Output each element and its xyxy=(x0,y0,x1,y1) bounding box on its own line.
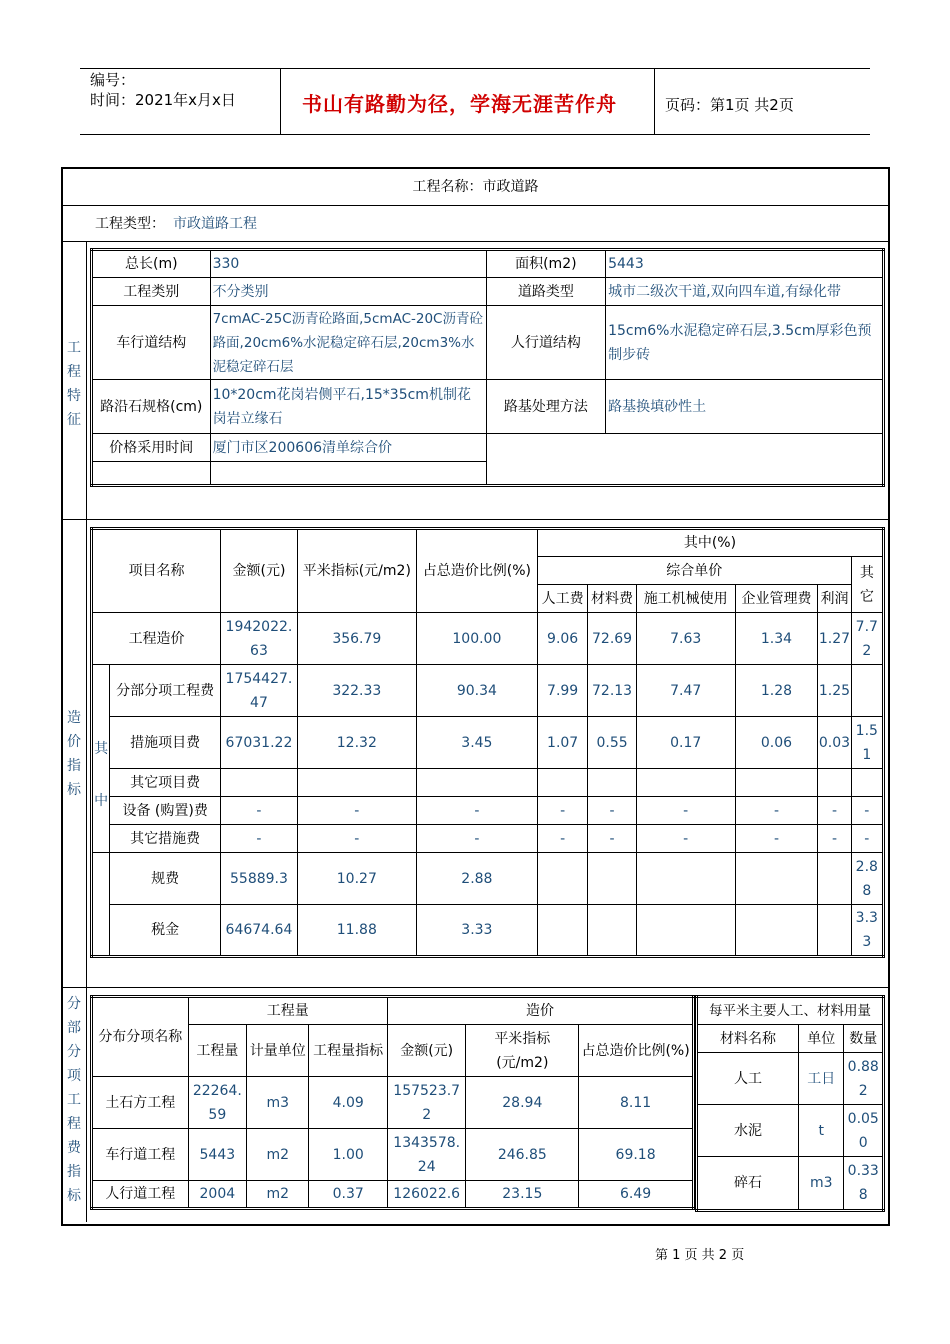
col-management: 企业管理费 xyxy=(735,585,818,613)
col-amount: 金额(元) xyxy=(221,529,298,613)
sub-row xyxy=(92,1181,694,1209)
sub-col-cost-group: 造价 xyxy=(387,997,693,1025)
cost-row xyxy=(92,797,884,825)
sub-ratio: 8.11 xyxy=(579,1077,694,1129)
col-material: 材料费 xyxy=(588,585,636,613)
sub-quantity: 5443 xyxy=(188,1129,246,1181)
cost-row-name: 措施项目费 xyxy=(110,717,221,769)
sub-index-table xyxy=(90,995,695,1210)
cost-amount: - xyxy=(221,797,298,825)
cost-row-name: 其它措施费 xyxy=(110,825,221,853)
sub-row xyxy=(92,1129,694,1181)
cost-labor xyxy=(537,853,587,905)
cost-row xyxy=(92,717,884,769)
cost-material xyxy=(588,905,636,957)
sub-col-per-sqm: 平米指标(元/m2) xyxy=(466,1025,579,1077)
sub-quantity-index: 4.09 xyxy=(309,1077,388,1129)
material-unit: t xyxy=(798,1105,844,1157)
curb-value: 10*20cm花岗岩侧平石,15*35cm机制花岗岩立缘石 xyxy=(210,380,486,434)
sub-quantity: 2004 xyxy=(188,1181,246,1209)
cost-index-table xyxy=(90,527,885,958)
material-row xyxy=(697,1053,884,1105)
cost-amount: 1942022.63 xyxy=(221,613,298,665)
cost-other: 3.33 xyxy=(851,905,883,957)
sub-row xyxy=(92,1077,694,1129)
cost-other xyxy=(851,769,883,797)
cost-management: 1.28 xyxy=(735,665,818,717)
col-profit: 利润 xyxy=(818,585,851,613)
cost-row-name: 其它项目费 xyxy=(110,769,221,797)
features-section-label: 工程特征 xyxy=(67,340,81,428)
material-row xyxy=(697,1157,884,1211)
header-meta xyxy=(90,70,236,110)
cost-ratio: 3.33 xyxy=(416,905,537,957)
cost-material: - xyxy=(588,797,636,825)
cost-machinery: 0.17 xyxy=(636,717,735,769)
cost-amount: 1754427.47 xyxy=(221,665,298,717)
cost-amount: - xyxy=(221,825,298,853)
cost-per-sqm: 12.32 xyxy=(297,717,416,769)
header-page-info: 页码：第1页 共2页 xyxy=(665,96,794,114)
sub-name: 人行道工程 xyxy=(92,1181,189,1209)
cost-row-name: 规费 xyxy=(110,853,221,905)
cost-row xyxy=(92,613,884,665)
sub-per-sqm: 23.15 xyxy=(466,1181,579,1209)
cost-row xyxy=(92,905,884,957)
col-ratio: 占总造价比例(%) xyxy=(416,529,537,613)
col-of-which: 其中(%) xyxy=(537,529,883,557)
project-type-label: 工程类型： xyxy=(95,216,165,232)
cost-profit xyxy=(818,853,851,905)
cost-profit: 0.03 xyxy=(818,717,851,769)
cost-management: 1.34 xyxy=(735,613,818,665)
cost-per-sqm: - xyxy=(297,825,416,853)
sub-unit: m2 xyxy=(247,1181,309,1209)
price-time-label: 价格采用时间 xyxy=(92,434,211,462)
cost-per-sqm: 10.27 xyxy=(297,853,416,905)
curb-label: 路沿石规格(cm) xyxy=(92,380,211,434)
material-name: 水泥 xyxy=(697,1105,799,1157)
sub-col-name: 分布分项名称 xyxy=(92,997,189,1077)
area-label: 面积(m2) xyxy=(486,250,606,278)
header-motto: 书山有路勤为径，学海无涯苦作舟 xyxy=(302,92,617,116)
cost-amount xyxy=(221,769,298,797)
cost-labor: 1.07 xyxy=(537,717,587,769)
material-name: 人工 xyxy=(697,1053,799,1105)
sub-per-sqm: 28.94 xyxy=(466,1077,579,1129)
cost-other xyxy=(851,665,883,717)
cost-labor: - xyxy=(537,797,587,825)
cost-ratio: - xyxy=(416,797,537,825)
cost-labor xyxy=(537,905,587,957)
col-unit-price: 综合单价 xyxy=(537,557,851,585)
sub-unit: m2 xyxy=(247,1129,309,1181)
cost-other: 2.88 xyxy=(851,853,883,905)
footer-page: 第 1 页 共 2 页 xyxy=(655,1248,745,1263)
col-machinery: 施工机械使用 xyxy=(636,585,735,613)
sub-col-ratio: 占总造价比例(%) xyxy=(579,1025,694,1077)
cost-per-sqm: 11.88 xyxy=(297,905,416,957)
cost-ratio xyxy=(416,769,537,797)
cost-row-name: 税金 xyxy=(110,905,221,957)
cost-ratio: 100.00 xyxy=(416,613,537,665)
cost-machinery xyxy=(636,905,735,957)
cost-material: 0.55 xyxy=(588,717,636,769)
sub-amount: 157523.72 xyxy=(387,1077,466,1129)
material-qty: 0.050 xyxy=(844,1105,884,1157)
sub-unit: m3 xyxy=(247,1077,309,1129)
cost-machinery: - xyxy=(636,797,735,825)
cost-amount: 55889.3 xyxy=(221,853,298,905)
of-which-marker xyxy=(92,665,110,853)
subgrade-label: 路基处理方法 xyxy=(486,380,606,434)
material-unit: 工日 xyxy=(798,1053,844,1105)
cost-machinery: 7.47 xyxy=(636,665,735,717)
material-name: 碎石 xyxy=(697,1157,799,1211)
cost-labor xyxy=(537,769,587,797)
sub-name: 车行道工程 xyxy=(92,1129,189,1181)
materials-group-header: 每平米主要人工、材料用量 xyxy=(697,997,884,1025)
sub-section-label: 分部分项工程费指标 xyxy=(67,996,81,1204)
cost-material: 72.13 xyxy=(588,665,636,717)
sub-ratio: 6.49 xyxy=(579,1181,694,1209)
road-type-value: 城市二级次干道,双向四车道,有绿化带 xyxy=(606,278,884,306)
cost-labor: 7.99 xyxy=(537,665,587,717)
cost-other: 1.51 xyxy=(851,717,883,769)
cost-per-sqm xyxy=(297,769,416,797)
cost-machinery xyxy=(636,769,735,797)
area-value: 5443 xyxy=(606,250,884,278)
cost-profit: - xyxy=(818,825,851,853)
features-table xyxy=(90,248,885,487)
cost-material xyxy=(588,853,636,905)
col-item: 项目名称 xyxy=(92,529,221,613)
cost-machinery: - xyxy=(636,825,735,853)
mat-col-name: 材料名称 xyxy=(697,1025,799,1053)
cost-per-sqm: - xyxy=(297,797,416,825)
lane-structure-value: 7cmAC-25C沥青砼路面,5cmAC-20C沥青砼路面,20cm6%水泥稳定碎石层,20cm3%水泥稳定碎石层 xyxy=(210,306,486,380)
project-type-value: 市政道路工程 xyxy=(173,216,257,232)
cost-amount: 67031.22 xyxy=(221,717,298,769)
cost-profit: 1.25 xyxy=(818,665,851,717)
material-qty: 0.338 xyxy=(844,1157,884,1211)
cost-profit: 1.27 xyxy=(818,613,851,665)
spacer-cell xyxy=(92,853,110,957)
material-unit: m3 xyxy=(798,1157,844,1211)
cost-row xyxy=(92,825,884,853)
number-label: 编号： xyxy=(90,71,136,89)
cost-row xyxy=(92,853,884,905)
total-length-label: 总长(m) xyxy=(92,250,211,278)
cost-profit xyxy=(818,905,851,957)
cost-management xyxy=(735,769,818,797)
project-name: 工程名称：市政道路 xyxy=(412,179,539,195)
sub-per-sqm: 246.85 xyxy=(466,1129,579,1181)
cost-profit: - xyxy=(818,797,851,825)
cost-row-name: 工程造价 xyxy=(92,613,221,665)
cost-material xyxy=(588,769,636,797)
sub-quantity-index: 0.37 xyxy=(309,1181,388,1209)
sub-col-quantity-index: 工程量指标 xyxy=(309,1025,388,1077)
total-length-value: 330 xyxy=(210,250,486,278)
mat-col-unit: 单位 xyxy=(798,1025,844,1053)
cost-labor: - xyxy=(537,825,587,853)
sub-col-unit: 计量单位 xyxy=(247,1025,309,1077)
cost-other: 7.72 xyxy=(851,613,883,665)
cost-machinery: 7.63 xyxy=(636,613,735,665)
cost-management xyxy=(735,905,818,957)
col-labor: 人工费 xyxy=(537,585,587,613)
lane-structure-label: 车行道结构 xyxy=(92,306,211,380)
cost-profit xyxy=(818,769,851,797)
sidewalk-structure-value: 15cm6%水泥稳定碎石层,3.5cm厚彩色预制步砖 xyxy=(606,306,884,380)
cost-amount: 64674.64 xyxy=(221,905,298,957)
cost-management: 0.06 xyxy=(735,717,818,769)
sub-amount: 126022.6 xyxy=(387,1181,466,1209)
col-per-sqm: 平米指标(元/m2) xyxy=(297,529,416,613)
sub-col-quantity-group: 工程量 xyxy=(188,997,387,1025)
cost-machinery xyxy=(636,853,735,905)
category-label: 工程类别 xyxy=(92,278,211,306)
date-label: 时间：2021年x月x日 xyxy=(90,91,236,109)
cost-per-sqm: 322.33 xyxy=(297,665,416,717)
cost-management: - xyxy=(735,797,818,825)
cost-ratio: 3.45 xyxy=(416,717,537,769)
cost-row-name: 分部分项工程费 xyxy=(110,665,221,717)
of-which-label: 其中 xyxy=(94,741,109,809)
sub-quantity: 22264.59 xyxy=(188,1077,246,1129)
cost-row-name: 设备 (购置)费 xyxy=(110,797,221,825)
sub-col-quantity: 工程量 xyxy=(188,1025,246,1077)
cost-ratio: 2.88 xyxy=(416,853,537,905)
cost-row xyxy=(92,769,884,797)
mat-col-qty: 数量 xyxy=(844,1025,884,1053)
cost-management: - xyxy=(735,825,818,853)
sidewalk-structure-label: 人行道结构 xyxy=(486,306,606,380)
sub-ratio: 69.18 xyxy=(579,1129,694,1181)
col-other: 其它 xyxy=(851,557,883,613)
cost-other: - xyxy=(851,797,883,825)
cost-row xyxy=(92,665,884,717)
road-type-label: 道路类型 xyxy=(486,278,606,306)
subgrade-value: 路基换填砂性土 xyxy=(606,380,884,434)
cost-per-sqm: 356.79 xyxy=(297,613,416,665)
sub-col-amount: 金额(元) xyxy=(387,1025,466,1077)
sub-name: 土石方工程 xyxy=(92,1077,189,1129)
cost-ratio: - xyxy=(416,825,537,853)
sub-quantity-index: 1.00 xyxy=(309,1129,388,1181)
cost-material: 72.69 xyxy=(588,613,636,665)
category-value: 不分类别 xyxy=(210,278,486,306)
cost-material: - xyxy=(588,825,636,853)
materials-table xyxy=(695,995,885,1212)
price-time-value: 厦门市区200606清单综合价 xyxy=(210,434,486,462)
material-row xyxy=(697,1105,884,1157)
cost-labor: 9.06 xyxy=(537,613,587,665)
cost-other: - xyxy=(851,825,883,853)
cost-section-label: 造价指标 xyxy=(67,710,81,798)
sub-amount: 1343578.24 xyxy=(387,1129,466,1181)
cost-management xyxy=(735,853,818,905)
cost-ratio: 90.34 xyxy=(416,665,537,717)
material-qty: 0.882 xyxy=(844,1053,884,1105)
